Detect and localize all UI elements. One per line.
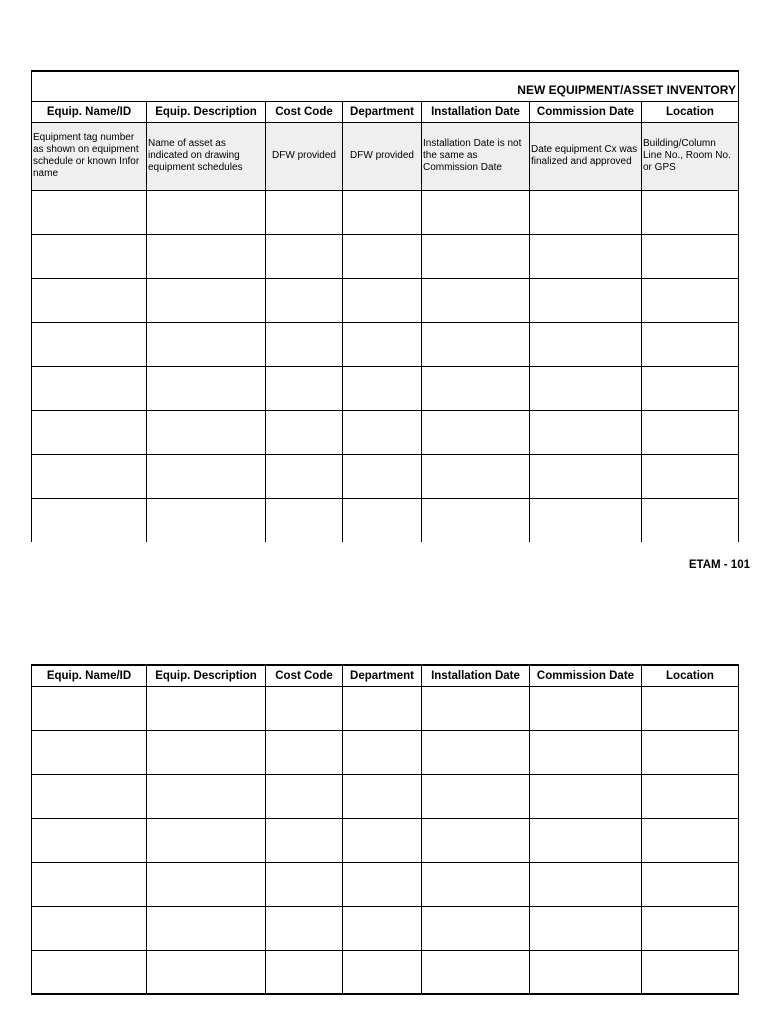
instruction-commission-date: Date equipment Cx was finalized and approved [530, 122, 642, 190]
entry-cell-department[interactable] [343, 498, 422, 542]
entry-cell-location[interactable] [642, 278, 739, 322]
entry-cell-installation-date[interactable] [422, 322, 530, 366]
instruction-installation-date: Installation Date is not the same as Commission Date [422, 122, 530, 190]
table-row [32, 454, 739, 498]
entry-cell-equip-description[interactable] [147, 366, 266, 410]
entry-cell-cost-code[interactable] [266, 950, 343, 994]
entry-cell-commission-date[interactable] [530, 950, 642, 994]
entry-cell-cost-code[interactable] [266, 322, 343, 366]
entry-cell-department[interactable] [343, 730, 422, 774]
entry-cell-equip-name[interactable] [32, 774, 147, 818]
entry-cell-equip-name[interactable] [32, 322, 147, 366]
entry-cell-installation-date[interactable] [422, 190, 530, 234]
entry-cell-location[interactable] [642, 190, 739, 234]
entry-cell-location[interactable] [642, 730, 739, 774]
table-row [32, 906, 739, 950]
entry-cell-cost-code[interactable] [266, 862, 343, 906]
table-row [32, 818, 739, 862]
entry-cell-commission-date[interactable] [530, 454, 642, 498]
entry-cell-equip-description[interactable] [147, 410, 266, 454]
entry-cell-location[interactable] [642, 366, 739, 410]
entry-cell-location[interactable] [642, 906, 739, 950]
entry-cell-commission-date[interactable] [530, 278, 642, 322]
instruction-equip-name: Equipment tag number as shown on equipment schedule or known Infor name [32, 122, 147, 190]
entry-cell-equip-name[interactable] [32, 454, 147, 498]
entry-cell-commission-date[interactable] [530, 862, 642, 906]
entry-cell-equip-name[interactable] [32, 278, 147, 322]
column-header-equip-name: Equip. Name/ID [32, 665, 147, 686]
column-header-cost-code: Cost Code [266, 665, 343, 686]
entry-cell-department[interactable] [343, 906, 422, 950]
entry-cell-equip-description[interactable] [147, 322, 266, 366]
form-number: ETAM - 101 [688, 559, 750, 571]
header-row [32, 665, 739, 686]
entry-cell-commission-date[interactable] [530, 410, 642, 454]
entry-cell-commission-date[interactable] [530, 730, 642, 774]
table-row [32, 322, 739, 366]
entry-cell-cost-code[interactable] [266, 190, 343, 234]
entry-cell-equip-name[interactable] [32, 906, 147, 950]
entry-cell-installation-date[interactable] [422, 774, 530, 818]
column-header-equip-description: Equip. Description [147, 665, 266, 686]
table-row [32, 862, 739, 906]
entry-cell-equip-name[interactable] [32, 498, 147, 542]
entry-cell-location[interactable] [642, 774, 739, 818]
column-header-commission-date: Commission Date [530, 101, 642, 122]
instruction-row [32, 122, 739, 190]
table-row [32, 366, 739, 410]
entry-cell-department[interactable] [343, 818, 422, 862]
entry-cell-installation-date[interactable] [422, 498, 530, 542]
entry-cell-equip-name[interactable] [32, 190, 147, 234]
table2-body [32, 686, 739, 994]
entry-cell-location[interactable] [642, 454, 739, 498]
table-row [32, 234, 739, 278]
table-row [32, 686, 739, 730]
table-row [32, 410, 739, 454]
entry-cell-equip-description[interactable] [147, 730, 266, 774]
entry-cell-equip-description[interactable] [147, 950, 266, 994]
entry-cell-equip-name[interactable] [32, 686, 147, 730]
column-header-equip-description: Equip. Description [147, 101, 266, 122]
entry-cell-location[interactable] [642, 686, 739, 730]
entry-cell-location[interactable] [642, 234, 739, 278]
form-title: NEW EQUIPMENT/ASSET INVENTORY [32, 71, 739, 101]
column-header-location: Location [642, 101, 739, 122]
column-header-equip-name: Equip. Name/ID [32, 101, 147, 122]
entry-cell-installation-date[interactable] [422, 454, 530, 498]
entry-cell-department[interactable] [343, 366, 422, 410]
entry-cell-equip-description[interactable] [147, 906, 266, 950]
entry-cell-installation-date[interactable] [422, 950, 530, 994]
entry-cell-department[interactable] [343, 234, 422, 278]
table1-body [32, 190, 739, 542]
entry-cell-installation-date[interactable] [422, 278, 530, 322]
entry-cell-commission-date[interactable] [530, 906, 642, 950]
instruction-department: DFW provided [343, 122, 422, 190]
entry-cell-equip-name[interactable] [32, 730, 147, 774]
inventory-table-page-2 [31, 664, 739, 995]
entry-cell-cost-code[interactable] [266, 234, 343, 278]
entry-cell-commission-date[interactable] [530, 322, 642, 366]
entry-cell-commission-date[interactable] [530, 190, 642, 234]
title-row [32, 71, 739, 101]
entry-cell-department[interactable] [343, 774, 422, 818]
table-row [32, 774, 739, 818]
entry-cell-cost-code[interactable] [266, 410, 343, 454]
table-row [32, 498, 739, 542]
entry-cell-cost-code[interactable] [266, 906, 343, 950]
instruction-equip-description: Name of asset as indicated on drawing equipment schedules [147, 122, 266, 190]
entry-cell-cost-code[interactable] [266, 454, 343, 498]
table-row [32, 950, 739, 994]
entry-cell-equip-name[interactable] [32, 366, 147, 410]
entry-cell-equip-name[interactable] [32, 410, 147, 454]
entry-cell-commission-date[interactable] [530, 234, 642, 278]
column-header-installation-date: Installation Date [422, 101, 530, 122]
entry-cell-equip-description[interactable] [147, 862, 266, 906]
entry-cell-equip-description[interactable] [147, 774, 266, 818]
entry-cell-commission-date[interactable] [530, 498, 642, 542]
entry-cell-department[interactable] [343, 410, 422, 454]
entry-cell-installation-date[interactable] [422, 906, 530, 950]
instruction-location: Building/Column Line No., Room No. or GPS [642, 122, 739, 190]
column-header-commission-date: Commission Date [530, 665, 642, 686]
entry-cell-location[interactable] [642, 498, 739, 542]
entry-cell-cost-code[interactable] [266, 818, 343, 862]
entry-cell-installation-date[interactable] [422, 818, 530, 862]
entry-cell-location[interactable] [642, 410, 739, 454]
entry-cell-commission-date[interactable] [530, 818, 642, 862]
entry-cell-equip-name[interactable] [32, 950, 147, 994]
entry-cell-equip-description[interactable] [147, 818, 266, 862]
entry-cell-department[interactable] [343, 454, 422, 498]
table-row [32, 730, 739, 774]
entry-cell-commission-date[interactable] [530, 366, 642, 410]
entry-cell-location[interactable] [642, 950, 739, 994]
column-header-location: Location [642, 665, 739, 686]
entry-cell-installation-date[interactable] [422, 730, 530, 774]
entry-cell-installation-date[interactable] [422, 410, 530, 454]
entry-cell-installation-date[interactable] [422, 366, 530, 410]
entry-cell-cost-code[interactable] [266, 730, 343, 774]
entry-cell-equip-description[interactable] [147, 498, 266, 542]
entry-cell-equip-description[interactable] [147, 190, 266, 234]
entry-cell-department[interactable] [343, 862, 422, 906]
entry-cell-installation-date[interactable] [422, 862, 530, 906]
entry-cell-department[interactable] [343, 190, 422, 234]
entry-cell-location[interactable] [642, 818, 739, 862]
entry-cell-equip-description[interactable] [147, 278, 266, 322]
table-row [32, 278, 739, 322]
column-header-department: Department [343, 101, 422, 122]
entry-cell-department[interactable] [343, 322, 422, 366]
entry-cell-cost-code[interactable] [266, 498, 343, 542]
entry-cell-equip-name[interactable] [32, 234, 147, 278]
entry-cell-department[interactable] [343, 686, 422, 730]
column-header-installation-date: Installation Date [422, 665, 530, 686]
entry-cell-location[interactable] [642, 322, 739, 366]
column-header-cost-code: Cost Code [266, 101, 343, 122]
entry-cell-equip-name[interactable] [32, 862, 147, 906]
entry-cell-commission-date[interactable] [530, 774, 642, 818]
column-header-department: Department [343, 665, 422, 686]
inventory-table-page-1 [31, 70, 739, 542]
entry-cell-department[interactable] [343, 950, 422, 994]
entry-cell-cost-code[interactable] [266, 686, 343, 730]
entry-cell-installation-date[interactable] [422, 234, 530, 278]
entry-cell-department[interactable] [343, 278, 422, 322]
entry-cell-cost-code[interactable] [266, 366, 343, 410]
entry-cell-installation-date[interactable] [422, 686, 530, 730]
entry-cell-equip-name[interactable] [32, 818, 147, 862]
table-row [32, 190, 739, 234]
entry-cell-location[interactable] [642, 862, 739, 906]
header-row [32, 101, 739, 122]
entry-cell-equip-description[interactable] [147, 686, 266, 730]
entry-cell-cost-code[interactable] [266, 278, 343, 322]
entry-cell-cost-code[interactable] [266, 774, 343, 818]
entry-cell-equip-description[interactable] [147, 234, 266, 278]
instruction-cost-code: DFW provided [266, 122, 343, 190]
entry-cell-commission-date[interactable] [530, 686, 642, 730]
entry-cell-equip-description[interactable] [147, 454, 266, 498]
